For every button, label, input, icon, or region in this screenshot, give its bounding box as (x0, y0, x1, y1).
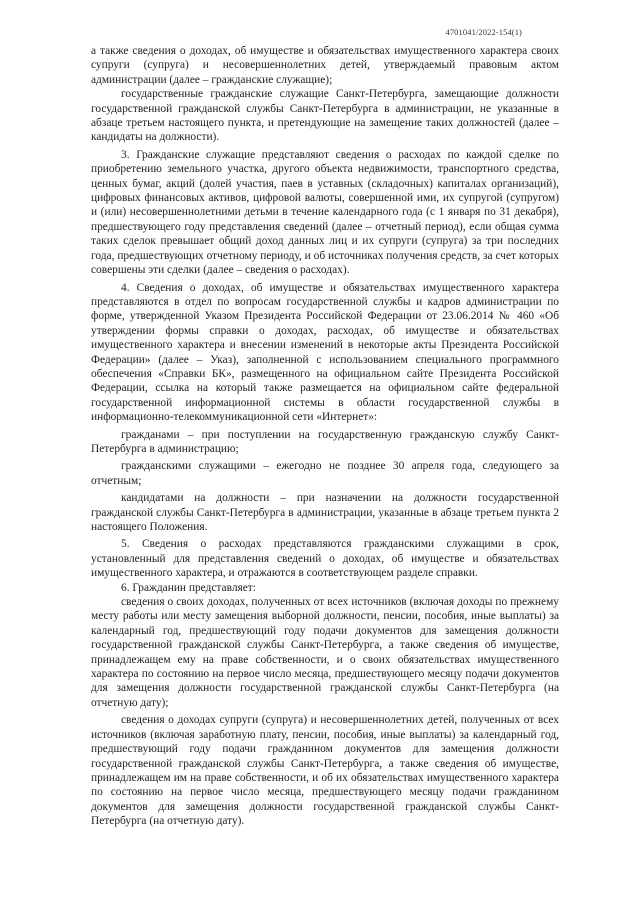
paragraph-3: 3. Гражданские служащие представляют сведения о расходах по каждой сделке по приобретению земельного участка, другого объекта недвижимости, транспортного средства, ценных бумаг, акций (долей участия, паев в уставных (складочных) капиталах организаций), цифровых финансовых активов, цифровой валюты, совершенной ими, их супругой (супругом) и (или) несовершеннолетними детьми в течение календарного года (с 1 января по 31 декабря), предшествующего году представления сведений (далее – отчетный период), если общая сумма таких сделок превышает общий доход данных лиц и их супруги (супруга) за три последних года, предшествующих отчетному периоду, и об источниках получения средств, за счет которых совершены эти сделки (далее – сведения о расходах). (91, 148, 559, 277)
paragraph-7: кандидатами на должности – при назначении на должности государственной гражданской службы Санкт-Петербурга в администрации, указанные в абзаце третьем пункта 2 настоящего Положения. (91, 492, 559, 533)
document-code: 4701041/2022-154(1) (445, 27, 522, 37)
paragraph-5: гражданами – при поступлении на государственную гражданскую службу Санкт-Петербурга в администрацию; (91, 428, 559, 455)
paragraph-2: государственные гражданские служащие Санкт-Петербурга, замещающие должности государственной гражданской службы Санкт-Петербурга в администрации, не указанные в абзаце третьем настоящего пункта, и претендующие на замещение таких должностей (далее – кандидаты на должности). (91, 88, 559, 144)
paragraph-6: гражданскими служащими – ежегодно не позднее 30 апреля года, следующего за отчетным; (91, 460, 559, 487)
paragraph-4: 4. Сведения о доходах, об имуществе и обязательствах имущественного характера представляются в отдел по вопросам государственной службы и кадров администрации по форме, утвержденной Указом Президента Российской Федерации от 23.06.2014 № 460 «Об утверждении формы справки о доходах, расходах, об имуществе и обязательствах имущественного характера и внесении изменений в некоторые акты Президента Российской Федерации» (далее – Указ), заполненной с использованием специального программного обеспечения «Справки БК», размещенного на официальном сайте Президента Российской Федерации, ссылка на который также размещается на официальном сайте федеральной государственной информационной системы в области государственной службы в информационно-телекоммуникационной сети «Интернет»: (91, 281, 559, 424)
paragraph-10: сведения о своих доходах, полученных от всех источников (включая доходы по прежнему месту работы или месту замещения выборной должности, пенсии, пособия, иные выплаты) за календарный год, предшествующий году подачи документов для замещения должности государственной гражданской службы Санкт-Петербурга, а также сведения об имуществе, принадлежащем ему на праве собственности, и о своих обязательствах имущественного характера по состоянию на первое число месяца, предшествующего месяцу подачи документов для замещения должности государственной гражданской службы Санкт-Петербурга (на отчетную дату); (91, 596, 559, 709)
paragraph-11: сведения о доходах супруги (супруга) и несовершеннолетних детей, полученных от всех источников (включая заработную плату, пенсии, пособия, иные выплаты) за календарный год, предшествующий году подачи гражданином документов для замещения должности государственной гражданской службы Санкт-Петербурга, а также сведения об имуществе, принадлежащем им на праве собственности, и об их обязательствах имущественного характера по состоянию на первое число месяца, предшествующего месяцу подачи гражданином документов для замещения должности государственной гражданской службы Санкт-Петербурга (на отчетную дату). (91, 714, 559, 828)
document-body (91, 44, 559, 829)
paragraph-8: 5. Сведения о расходах представляются гражданскими служащими в срок, установленный для представления сведений о доходах, об имуществе и обязательствах имущественного характера, и отражаются в соответствующем разделе справки. (91, 538, 559, 580)
paragraph-9: 6. Гражданин представляет: (121, 581, 256, 594)
paragraph-1: а также сведения о доходах, об имуществе и обязательствах имущественного характера своих супруги (супруга) и несовершеннолетних детей, утверждаемый правовым актом администрации (далее – гражданские служащие); (91, 45, 559, 86)
